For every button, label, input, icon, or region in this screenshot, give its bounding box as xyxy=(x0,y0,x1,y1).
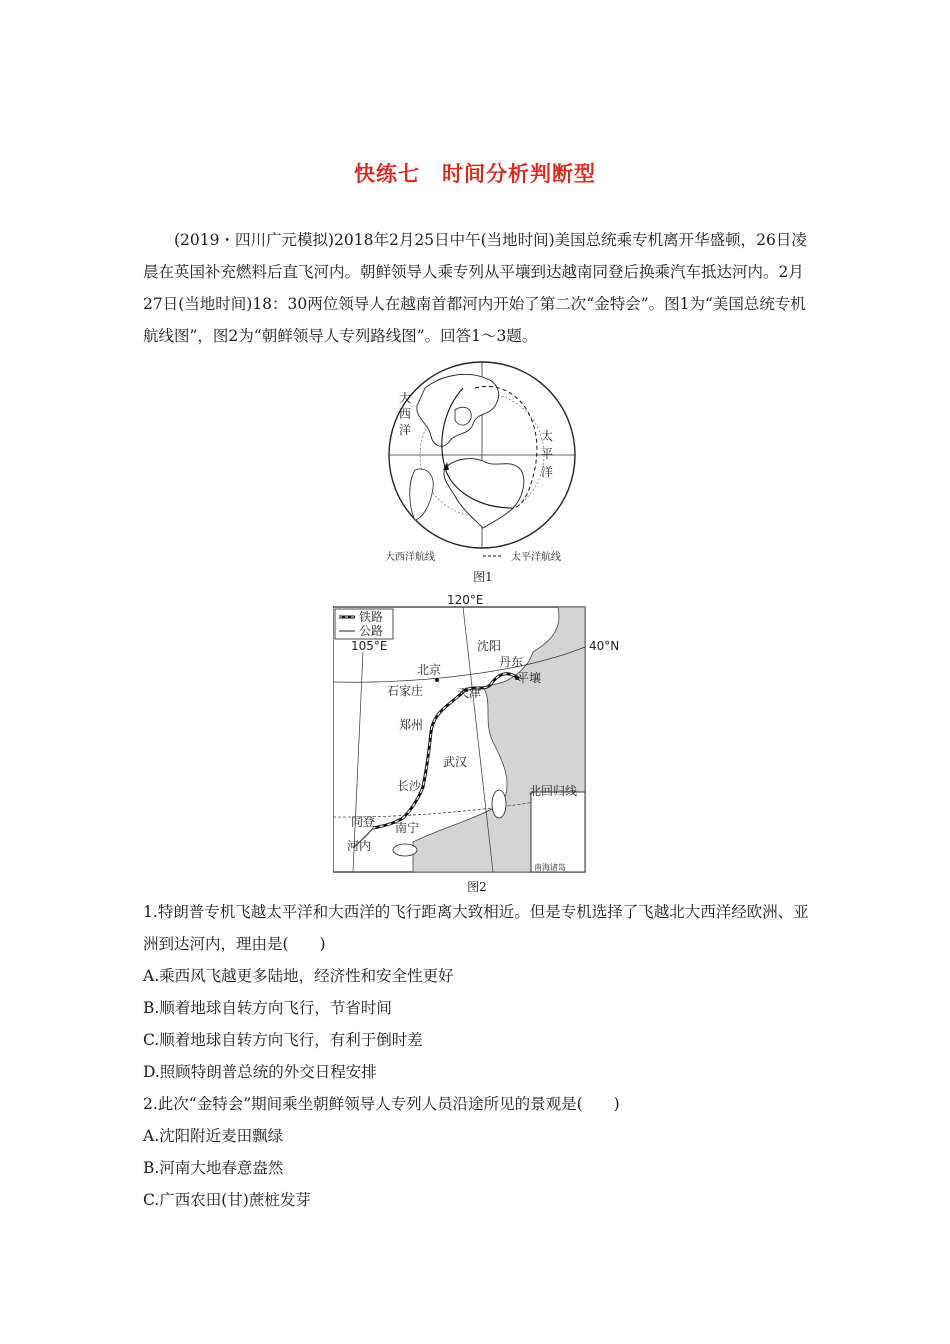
city-pyongyang: 平壤 xyxy=(517,671,542,685)
city-nanning: 南宁 xyxy=(395,821,420,835)
question-2-option-a: A.沈阳附近麦田飘绿 xyxy=(143,1127,284,1145)
label-tropic: 北回归线 xyxy=(529,784,578,798)
legend-road: 公路 xyxy=(359,624,384,638)
label-120e: 120°E xyxy=(447,593,484,607)
city-tianjin: 天津 xyxy=(457,686,482,700)
figure-2-map xyxy=(333,592,633,874)
city-dandong: 丹东 xyxy=(499,655,524,669)
inset-label: 南海诸岛 xyxy=(534,863,566,872)
city-changsha: 长沙 xyxy=(397,779,422,793)
city-shijiazhuang: 石家庄 xyxy=(387,684,424,698)
legend-rail: 铁路 xyxy=(359,610,384,624)
figure-1-map xyxy=(385,358,585,568)
city-shenyang: 沈阳 xyxy=(477,639,502,653)
label-atlantic-1: 大 xyxy=(399,391,412,405)
city-hanoi: 河内 xyxy=(347,839,372,853)
label-pacific-1: 太 xyxy=(541,429,554,443)
question-2-option-b: B.河南大地春意盎然 xyxy=(143,1159,284,1177)
question-1-option-a: A.乘西风飞越更多陆地，经济性和安全性更好 xyxy=(143,967,454,985)
question-2-stem: 2.此次“金特会”期间乘坐朝鲜领导人专列人员沿途所见的景观是( ) xyxy=(143,1095,620,1113)
city-tongdeng: 同登 xyxy=(351,815,376,829)
city-wuhan: 武汉 xyxy=(443,755,468,769)
label-pacific-2: 平 xyxy=(541,447,554,461)
label-105e: 105°E xyxy=(351,639,388,653)
question-1-option-c: C.顺着地球自转方向飞行，有利于倒时差 xyxy=(143,1031,423,1049)
label-40n: 40°N xyxy=(589,639,620,653)
city-zhengzhou: 郑州 xyxy=(399,718,424,732)
question-1-option-b: B.顺着地球自转方向飞行，节省时间 xyxy=(143,999,392,1017)
legend-pacific: 太平洋航线 xyxy=(511,552,561,563)
question-1-stem: 1.特朗普专机飞越太平洋和大西洋的飞行距离大致相近。但是专机选择了飞越北大西洋经欧洲、亚洲到达河内，理由是( ) xyxy=(143,903,809,953)
label-atlantic-2: 西 xyxy=(399,407,412,421)
figure-1-caption: 图1 xyxy=(473,570,493,584)
legend-atlantic: 大西洋航线 xyxy=(385,552,435,563)
label-pacific-3: 洋 xyxy=(541,465,554,479)
page-title: 快练七 时间分析判断型 xyxy=(354,161,596,186)
figure-2-caption: 图2 xyxy=(467,880,487,894)
label-atlantic-3: 洋 xyxy=(399,423,412,437)
land-greenland xyxy=(455,407,471,425)
city-beijing: 北京 xyxy=(417,663,442,677)
intro-paragraph: (2019・四川广元模拟)2018年2月25日中午(当地时间)美国总统乘专机离开华盛顿，26日凌晨在英国补充燃料后直飞河内。朝鲜领导人乘专列从平壤到达越南同登后换乘汽车抵达河内。2月27日(当地时间)18：30两位领导人在越南首都河内开始了第二次“金特会”。图1为“美国总统专机航线图”，图2为“朝鲜领导人专列路线图”。回答1～3题。 xyxy=(143,231,807,345)
question-1-option-d: D.照顾特朗普总统的外交日程安排 xyxy=(143,1063,377,1081)
question-2-option-c: C.广西农田(甘)蔗桩发芽 xyxy=(143,1191,311,1209)
